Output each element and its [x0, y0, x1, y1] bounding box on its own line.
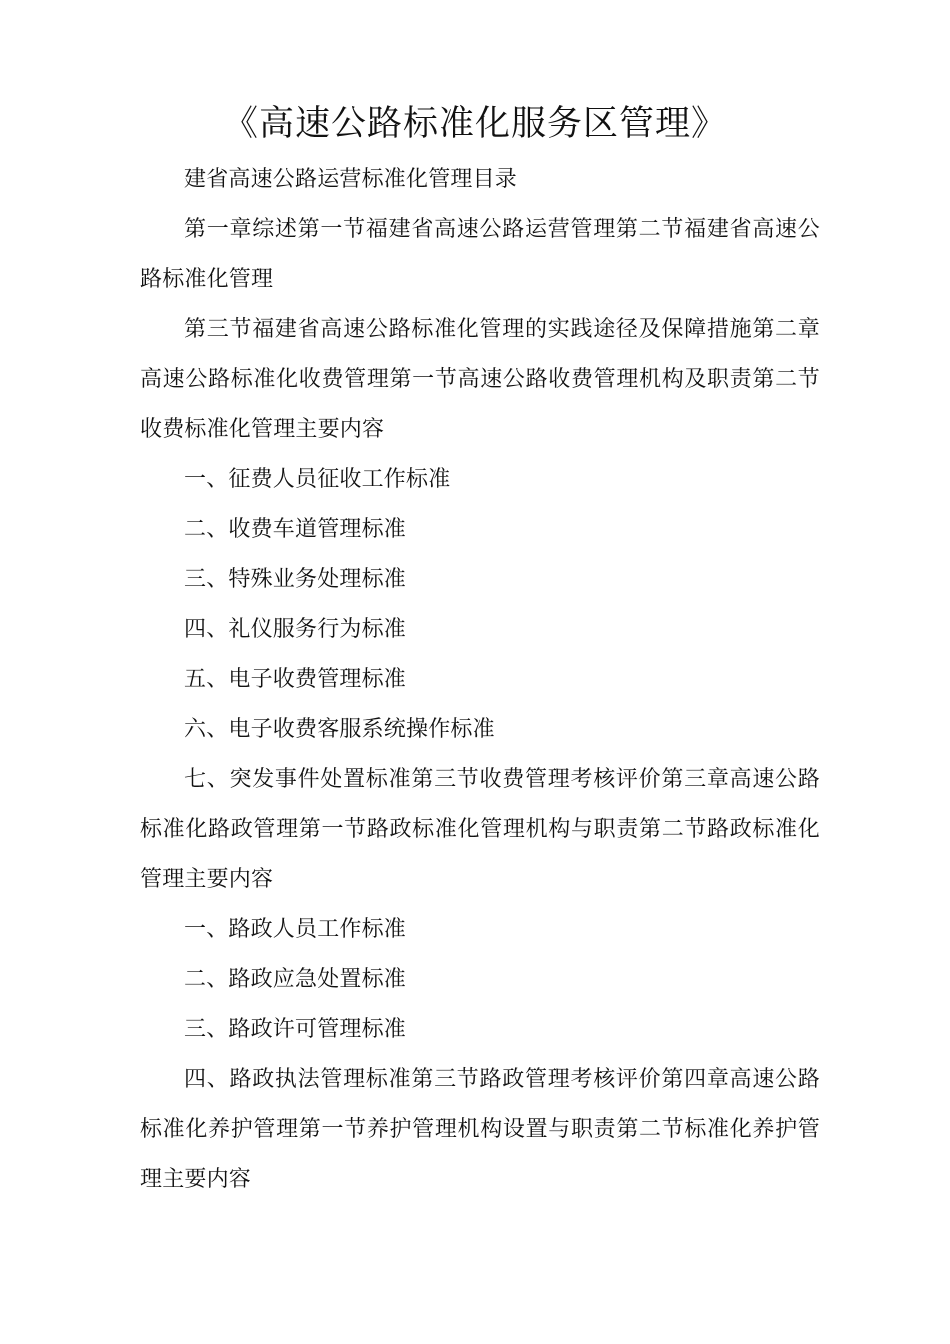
- road-admin-item-2: 二、路政应急处置标准: [184, 967, 407, 992]
- toll-standard-item-4: 四、礼仪服务行为标准: [184, 617, 407, 642]
- road-admin-item-1: 一、路政人员工作标准: [184, 917, 407, 942]
- chapter-2-entry: 第三节福建省高速公路标准化管理的实践途径及保障措施第二章高速公路标准化收费管理第一节高速公路收费管理机构及职责第二节收费标准化管理主要内容: [140, 317, 820, 442]
- toll-standard-item-1: 一、征费人员征收工作标准: [184, 467, 451, 492]
- chapter-4-entry: 四、路政执法管理标准第三节路政管理考核评价第四章高速公路标准化养护管理第一节养护管理机构设置与职责第二节标准化养护管理主要内容: [140, 1067, 820, 1192]
- chapter-3-entry: 七、突发事件处置标准第三节收费管理考核评价第三章高速公路标准化路政管理第一节路政标准化管理机构与职责第二节路政标准化管理主要内容: [140, 767, 820, 892]
- toll-standard-item-6: 六、电子收费客服系统操作标准: [184, 717, 495, 742]
- toll-standard-item-5: 五、电子收费管理标准: [184, 667, 407, 692]
- document-body: [140, 155, 820, 1205]
- toll-standard-item-2: 二、收费车道管理标准: [184, 517, 407, 542]
- toc-heading: 建省高速公路运营标准化管理目录: [184, 167, 518, 192]
- road-admin-item-3: 三、路政许可管理标准: [184, 1017, 407, 1042]
- chapter-1-entry: 第一章综述第一节福建省高速公路运营管理第二节福建省高速公路标准化管理: [140, 217, 820, 292]
- document-title: 《高速公路标准化服务区管理》: [222, 104, 727, 144]
- toll-standard-item-3: 三、特殊业务处理标准: [184, 567, 407, 592]
